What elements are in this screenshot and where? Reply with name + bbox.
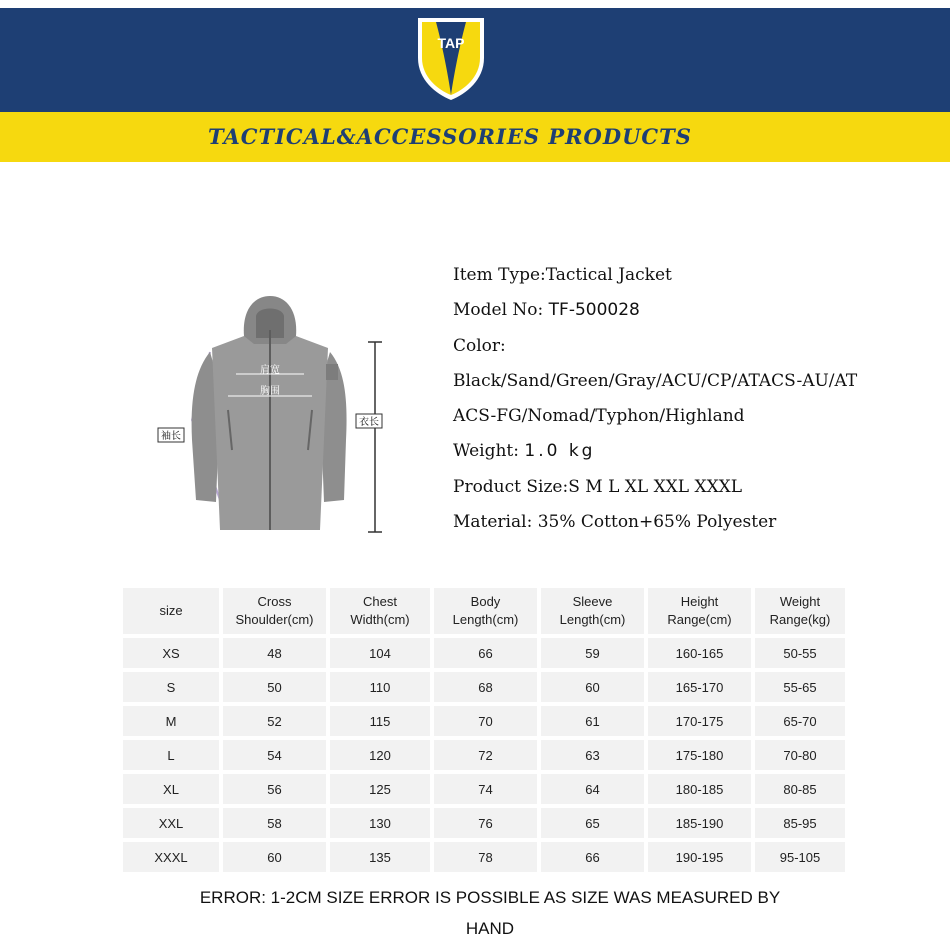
spec-product-size: Product Size:S M L XL XXL XXXL [453, 476, 743, 497]
product-image [150, 290, 390, 550]
spec-color-values-1: Black/Sand/Green/Gray/ACU/CP/ATACS-AU/AT [453, 370, 858, 391]
header-cross-shoulder: Cross Shoulder(cm) [223, 588, 326, 634]
product-specs [453, 260, 943, 542]
spec-weight: Weight: 1.0 kg [453, 441, 596, 462]
size-error-note: ERROR: 1-2CM SIZE ERROR IS POSSIBLE AS SIZE WAS MEASURED BY HAND [199, 888, 781, 938]
spec-material: Material: 35% Cotton+65% Polyester [453, 512, 777, 533]
header-sleeve-length: Sleeve Length(cm) [541, 588, 644, 634]
jacket-icon [150, 290, 390, 550]
table-row: L 54 120 72 63 175-180 70-80 [123, 740, 845, 770]
chest-label: 胸围 [260, 386, 280, 397]
logo-text: TAP [437, 35, 465, 51]
spec-color: Color: [453, 335, 506, 356]
header-height-range: Height Range(cm) [648, 588, 751, 634]
table-row: XS 48 104 66 59 160-165 50-55 [123, 638, 845, 668]
sleeve-label: 袖长 [161, 431, 181, 442]
table-row: XXXL 60 135 78 66 190-195 95-105 [123, 842, 845, 872]
spec-model-no: Model No: TF-500028 [453, 300, 640, 321]
shoulder-label: 肩宽 [260, 365, 280, 376]
header-weight-range: Weight Range(kg) [755, 588, 845, 634]
table-row: XL 56 125 74 64 180-185 80-85 [123, 774, 845, 804]
tap-shield-logo [414, 14, 488, 102]
table-row: XXL 58 130 76 65 185-190 85-95 [123, 808, 845, 838]
spec-color-values-2: ACS-FG/Nomad/Typhon/Highland [453, 406, 745, 427]
size-chart-table [119, 584, 849, 876]
banner-title: TACTICAL&ACCESSORIES PRODUCTS [208, 124, 692, 149]
spec-item-type: Item Type:Tactical Jacket [453, 265, 672, 285]
header-size: size [123, 588, 219, 634]
table-header-row [123, 588, 845, 634]
table-row: S 50 110 68 60 165-170 55-65 [123, 672, 845, 702]
table-row: M 52 115 70 61 170-175 65-70 [123, 706, 845, 736]
header-body-length: Body Length(cm) [434, 588, 537, 634]
header-chest-width: Chest Width(cm) [330, 588, 430, 634]
length-label: 衣长 [359, 417, 379, 428]
